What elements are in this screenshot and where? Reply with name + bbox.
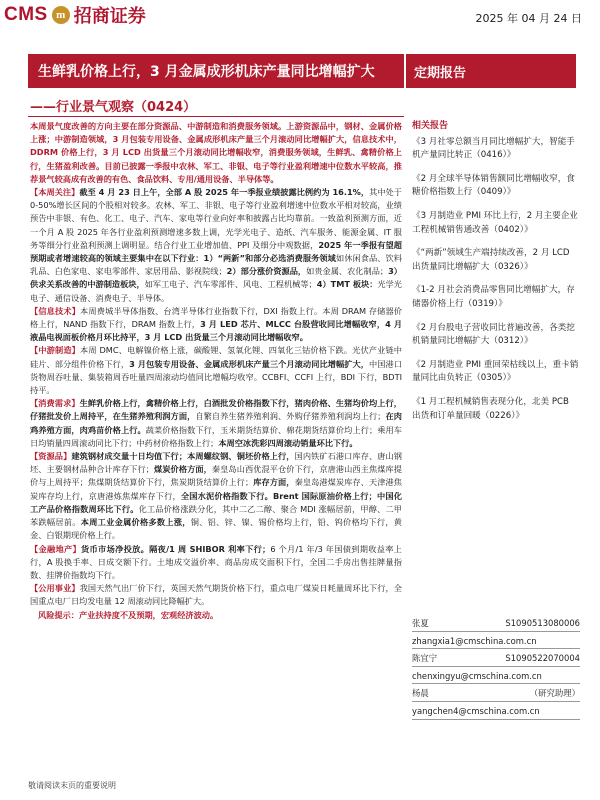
related-report-link[interactable]: 《1-2 月社会消费品零售同比增幅扩大，存储器价格上行（0319）》	[412, 285, 575, 309]
para-finance: 【金融地产】货币市场净投放。隔夜/1 周 SHIBOR 利率下行；6 个月/1 年/3 年国债到期收益率上行，A 股换手率、日成交额下行。土地成交溢价率、商品房成交面积下行，全国二手房出售挂牌量指数、挂牌价指数均下行。	[30, 543, 402, 580]
summary-paragraph: 本周景气度改善的方向主要在部分资源品、中游制造和消费服务领域。上游资源品中，钢材、金属价格上涨；中游制造领域，3 月包装专用设备、金属成形机床产量三个月滚动同比增幅扩大，信息技术中，DDRM 价格上行，3 月 LCD 出货量三个月滚动同比增幅收窄，消费服务领域，生鲜乳、禽精价格上行，生猪盈利改善。目前已披露一季报中农林、军工、非银、电子等行业盈利增速中位数水平较高，推荐景气较高成有改善的有色、食品饮料、专用/通用设备、半导体等。	[30, 121, 402, 184]
para-manufacturing: 【中游制造】本周 DMC、电解镍价格上涨，碳酸锂、氢氧化锂、四氧化三钴价格下跌。光伏产业链中硅片、部分组件价格下行，3 月包装专用设备、金属成形机床产量三个月滚动同比增幅扩大，中国港口货物周吞吐量、集装箱周吞吐量四周滚动均值同比增幅均收窄。CCBFI、CCFI 上行，BDI 下行，BDTI 持平。	[30, 345, 402, 396]
report-date: 2025 年 04 月 24 日	[475, 12, 582, 25]
title-divider	[28, 116, 404, 117]
analyst-email[interactable]: chenxingyu@cmschina.com.cn	[412, 667, 580, 685]
related-report-link[interactable]: 《2 月制造业 PMI 重回荣枯线以上，重卡销量同比由负转正（0305）》	[412, 359, 579, 384]
brand-cn: 招商证券	[73, 6, 146, 27]
para-tag: 【消费需求】	[30, 398, 80, 409]
analyst-contacts	[412, 614, 580, 720]
related-report-link[interactable]: 《2 月全球半导体销售额同比增幅收窄，食糖价格指数上行（0409）》	[412, 173, 575, 198]
analyst-email[interactable]: yangchen4@cmschina.com.cn	[412, 702, 580, 720]
para-it: 【信息技术】本周费城半导体指数、台湾半导体行业指数下行，DXI 指数上行。本周 DRAM 存储器价格上行，NAND 指数下行，DRAM 指数上行，3 月 LED 芯片、MLCC 台股营收同比增幅收窄，4 月液晶电视面板价格月环比持平，3 月 LCD 出货量三个月滚动同比增幅收窄。	[30, 305, 402, 343]
para-tag: 【中游制造】	[30, 345, 81, 356]
related-report-link[interactable]: 《1 月工程机械销售表现分化，北美 PCB 出货和订单量回暖（0226）》	[412, 396, 569, 421]
related-report-link[interactable]: 《“两新”领域生产端持续改善，2 月 LCD 出货量同比增幅扩大（0326）》	[412, 248, 570, 272]
para-tag: 【本周关注】	[30, 187, 80, 198]
risk-warning: 风险提示：产业扶持度不及预期，宏观经济波动。	[38, 609, 219, 620]
para-focus: 【本周关注】截至 4 月 23 日上午，全部 A 股 2025 年一季报业绩披露比例约为 16.1%，其中处于 0-50%增长区间的个股相对较多。农林、军工、非银、电子等行业盈利增速中位数水平相对较高，业绩预告中非银、有色、化工、电子、汽车、家电等行业向好率和披露占比均靠前。一致盈利预测方面，近一个月 A 股 2025 年各行业盈利预测增速多数上调，光学光电子、造纸、汽车服务、能源金属、IT 服务等细分行业盈利预测上调明显。结合行业工业增加值、PPI 及细分中观数据，2025 年一季报有望超预期或者增速较高的领域主要集中在以下行业：1）“两新”和部分必选消费服务领域如休闲食品、饮料乳品、白色家电、家电零部件、家居用品、影视院线；2）部分涨价资源品，如贵金属、农化制品；3）供求关系改善的中游制造板块，如军工电子、汽车零部件、风电、工程机械等；4）TMT 板块：光学光电子、通信设备、消费电子、半导体。	[30, 187, 402, 303]
analyst-row	[412, 614, 580, 632]
para-resources: 【资源品】建筑钢材成交量十日均值下行；本周螺纹钢、铜坯价格上行，国内铁矿石港口库存、唐山钢坯、主要钢材品种合计库存下行；煤炭价格方面，秦皇岛山西优混平仓价下行，京唐港山西主焦煤库提价与上周持平；焦煤期货结算价下行，焦炭期货结算价上行；库存方面，秦皇岛港煤炭库存、天津港焦炭库存均上行，京唐港炼焦煤库存下行，全国水泥价格指数下行。Brent 国际原油价格上行；中国化工产品价格指数周环比下行。化工品价格涨跌分化，其中二乙二醇、聚合 MDI 涨幅居前，甲醇、二甲苯跌幅居前。本周工业金属价格多数上涨，铜、铝、锌、镍、锡价格均上行，铅、钨价格均下行，黄金、白银期现价格上行。	[30, 451, 402, 541]
report-title: 生鲜乳价格上行，3 月金属成形机床产量同比增幅扩大	[28, 54, 404, 88]
analyst-email[interactable]: zhangxia1@cmschina.com.cn	[412, 632, 580, 650]
related-reports-heading: 相关报告	[412, 121, 449, 131]
analyst-row	[412, 684, 580, 702]
para-tag: 【公用事业】	[30, 583, 80, 594]
para-consumption: 【消费需求】生鲜乳价格上行，禽精价格上行，白酒批发价格指数下行，猪肉价格、生猪均价均上行，仔猪批发价上周持平，在生猪养殖利润方面，自繁自养生猪养殖利润、外购仔猪养殖利润均上行；在肉鸡养殖方面，肉鸡苗价格上行。蔬菜价格指数下行，玉米期货结算价、棉花期货结算价均上行；乘用车日均销量四周滚动同比下行；中药材价格指数上行；本周空冰洗彩四周滚动销量环比下行。	[30, 398, 402, 448]
report-subtitle: ——行业景气观察（0424）	[30, 100, 197, 115]
analyst-id: （研究助理）	[529, 688, 580, 699]
report-type-label: 定期报告	[406, 54, 576, 88]
brand-seal-icon: m	[52, 6, 70, 24]
analyst-id: S1090522070004	[505, 653, 580, 664]
analyst-name: 陈宜宁	[412, 653, 438, 664]
footer-note: 敬请阅读末页的重要说明	[28, 781, 116, 790]
para-tag: 【资源品】	[30, 451, 72, 462]
analyst-name: 杨晨	[412, 688, 429, 699]
para-utilities: 【公用事业】我国天然气出厂价下行，英国天然气期货价格下行，重点电厂煤炭日耗量周环比下行，全国重点电厂日均发电量 12 周滚动同比降幅扩大。	[30, 583, 402, 607]
related-report-link[interactable]: 《2 月台股电子营收同比普遍改善，各类挖机销量同比增幅扩大（0312）》	[412, 322, 575, 347]
brand-en: CMS	[4, 4, 48, 25]
analyst-name: 张夏	[412, 618, 429, 628]
analyst-row	[412, 649, 580, 667]
related-report-link[interactable]: 《3 月制造业 PMI 环比上行，2 月主要企业工程机械销售通改善（0402）》	[412, 210, 578, 235]
analyst-id: S1090513080006	[505, 618, 580, 628]
brand-logo	[4, 2, 146, 28]
related-reports	[412, 120, 580, 433]
main-body	[30, 120, 402, 770]
para-tag: 【金融地产】	[30, 543, 82, 554]
related-report-link[interactable]: 《3 月社零总额当月同比增幅扩大，智能手机产量同比转正（0416）》	[412, 136, 575, 161]
para-tag: 【信息技术】	[30, 305, 81, 316]
